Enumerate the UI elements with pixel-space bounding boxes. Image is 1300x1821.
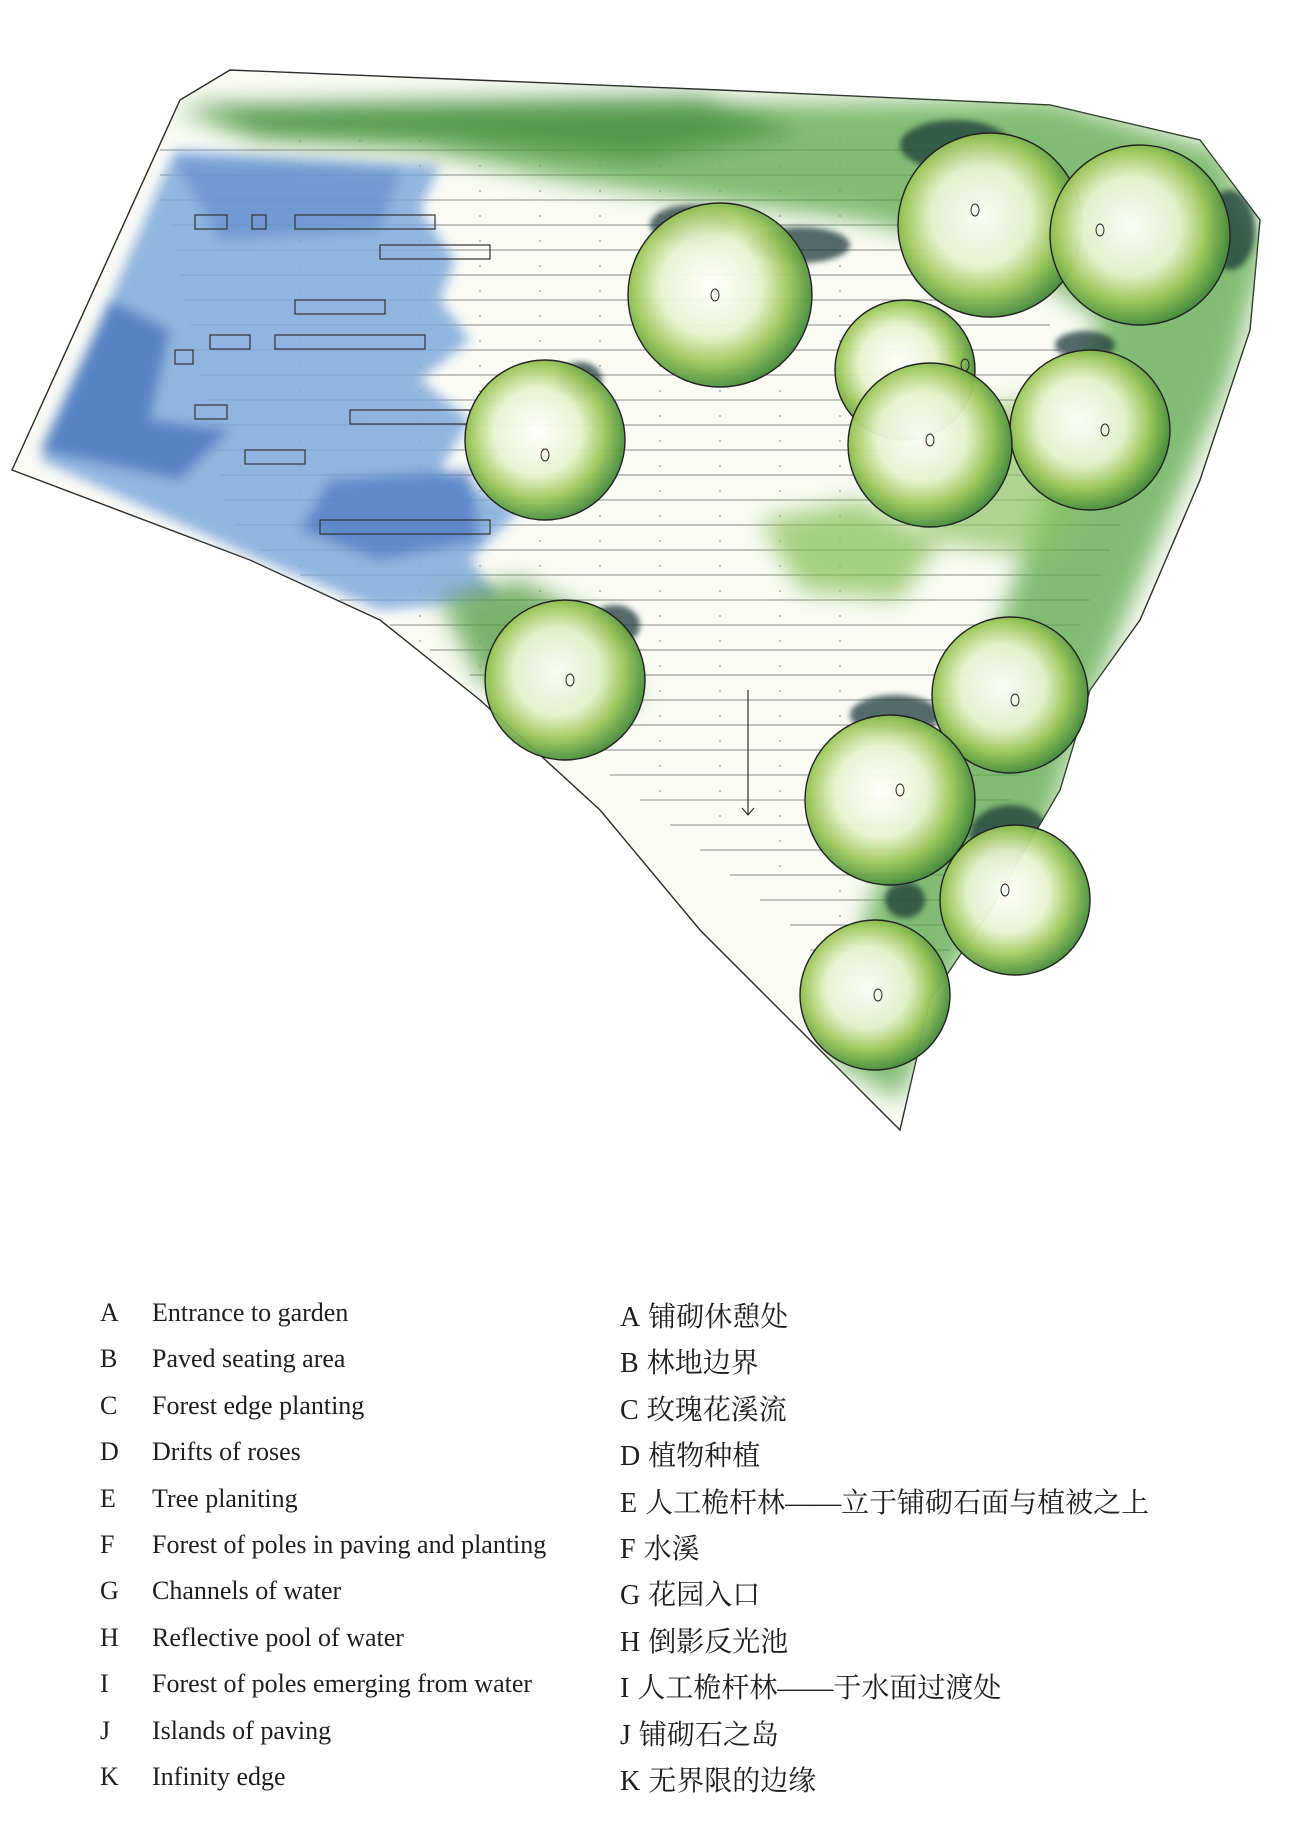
legend-label: Channels of water (152, 1576, 342, 1606)
legend-row (620, 1713, 1280, 1759)
legend-key: C (620, 1394, 639, 1426)
legend-row (620, 1295, 1280, 1341)
legend-label: 林地边界 (646, 1348, 759, 1380)
legend-label: Forest of poles emerging from water (152, 1669, 533, 1699)
legend-label: Paved seating area (152, 1344, 346, 1374)
tree-canopy (848, 363, 1012, 527)
legend-row (100, 1661, 620, 1707)
legend-key: J (620, 1719, 631, 1751)
legend-row (620, 1341, 1280, 1387)
legend-key: E (620, 1487, 638, 1519)
legend-label: 倒影反光池 (648, 1626, 789, 1658)
legend-row (620, 1759, 1280, 1805)
legend-key: B (620, 1348, 639, 1380)
legend-row (100, 1754, 620, 1800)
tree-canopy (485, 600, 645, 760)
legend-row (100, 1290, 620, 1336)
legend-label: Forest edge planting (152, 1390, 365, 1420)
legend-key: B (100, 1344, 118, 1374)
legend-label: 水溪 (643, 1533, 700, 1565)
legend-label: 铺砌石之岛 (638, 1719, 779, 1751)
legend-english (100, 1290, 620, 1800)
tree-canopy (628, 203, 812, 387)
legend-key: F (620, 1533, 636, 1565)
legend-row (100, 1708, 620, 1754)
legend-row (100, 1336, 620, 1382)
legend-key: I (620, 1673, 630, 1705)
legend-row (100, 1429, 620, 1475)
tree-canopy (1010, 350, 1170, 510)
tree-canopy (465, 360, 625, 520)
legend-row (620, 1481, 1280, 1527)
legend-row (620, 1527, 1280, 1573)
legend-key: G (100, 1576, 119, 1606)
legend-label: 铺砌休憩处 (648, 1302, 789, 1333)
legend-key: K (620, 1765, 641, 1797)
legend-key: A (100, 1298, 119, 1327)
legend-row (100, 1615, 620, 1661)
legend-row (100, 1476, 620, 1522)
legend-label: Islands of paving (152, 1715, 332, 1745)
legend-row (620, 1434, 1280, 1480)
legend-key: H (100, 1622, 119, 1652)
plan-legend (0, 1290, 1300, 1821)
legend-label: Drifts of roses (152, 1437, 301, 1467)
legend-key: A (620, 1302, 641, 1333)
tree-canopy (800, 920, 950, 1070)
legend-row (100, 1383, 620, 1429)
legend-key: F (100, 1529, 115, 1559)
legend-label: 玫瑰花溪流 (646, 1394, 787, 1426)
legend-key: E (100, 1483, 116, 1513)
tree-canopy (1050, 145, 1230, 325)
legend-key: D (100, 1437, 119, 1467)
legend-label: 花园入口 (648, 1580, 761, 1612)
legend-label: 植物种植 (648, 1441, 761, 1473)
tree-canopy (805, 715, 975, 885)
legend-label: 人工桅杆林——立于铺砌石面与植被之上 (645, 1487, 1150, 1519)
legend-label: Reflective pool of water (152, 1622, 404, 1652)
legend-chinese (620, 1295, 1280, 1805)
legend-key: C (100, 1390, 118, 1420)
legend-label: Forest of poles in paving and planting (152, 1529, 547, 1559)
legend-row (620, 1388, 1280, 1434)
legend-key: J (100, 1715, 111, 1745)
legend-label: 无界限的边缘 (648, 1765, 817, 1797)
legend-row (620, 1666, 1280, 1712)
legend-label: Entrance to garden (152, 1298, 349, 1327)
legend-label: 人工桅杆林——于水面过渡处 (637, 1673, 1002, 1705)
legend-key: I (100, 1669, 109, 1699)
legend-key: H (620, 1626, 641, 1658)
legend-row (100, 1568, 620, 1614)
legend-row (620, 1573, 1280, 1619)
legend-key: D (620, 1441, 641, 1473)
legend-row (620, 1620, 1280, 1666)
legend-row (100, 1522, 620, 1568)
legend-label: Tree planiting (152, 1483, 298, 1513)
legend-key: G (620, 1580, 641, 1612)
legend-key: K (100, 1761, 119, 1791)
tree-canopy (940, 825, 1090, 975)
legend-label: Infinity edge (152, 1761, 286, 1791)
